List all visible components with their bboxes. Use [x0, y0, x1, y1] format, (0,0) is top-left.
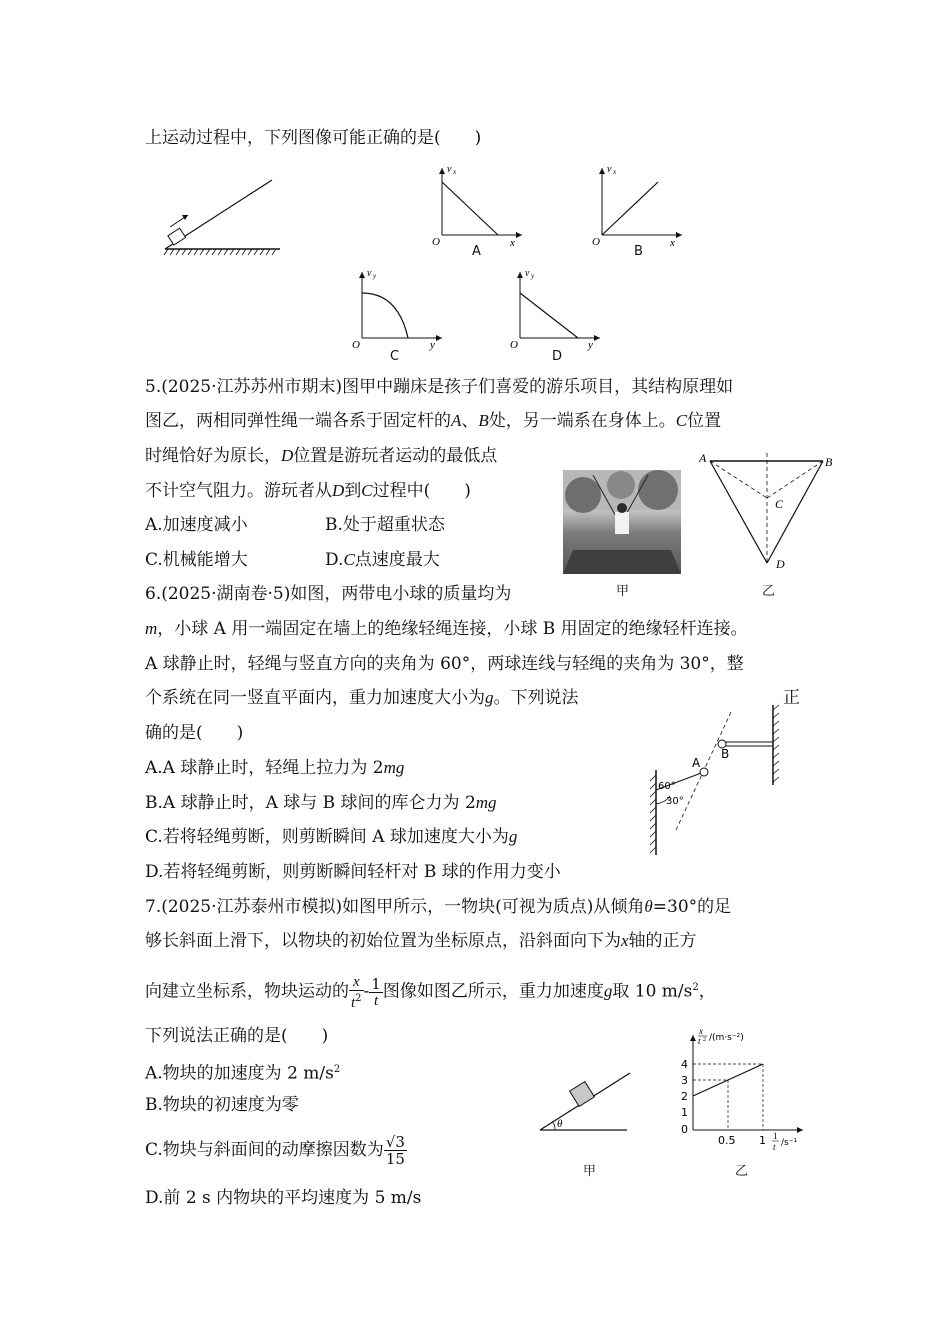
- q7-line4: 下列说法正确的是( ): [145, 1026, 329, 1046]
- svg-text:x: x: [613, 168, 617, 176]
- fraction-x-over-t2: $\frac{x}{t^2}$: [351, 973, 362, 1011]
- photo-caption-jia: 甲: [616, 584, 630, 599]
- graph-A: [430, 160, 530, 250]
- x-over-t2-graph: [675, 1025, 825, 1155]
- svg-text:/(m·s⁻²): /(m·s⁻²): [709, 1033, 744, 1043]
- q6-option-B: B.A 球静止时，A 球与 B 球间的库仑力为 2mg: [145, 793, 497, 813]
- graph-B-caption: B: [634, 244, 643, 259]
- q6-option-C: C.若将轻绳剪断，则剪断瞬间 A 球加速度大小为g: [145, 827, 518, 847]
- svg-text:x: x: [699, 1026, 703, 1036]
- q7-option-C: C.物块与斜面间的动摩擦因数为 $\frac{√3}{15}$: [145, 1133, 405, 1168]
- q6-line4: 个系统在同一竖直平面内，重力加速度大小为g。下列说法: [145, 688, 579, 708]
- incline-figure: [160, 175, 280, 257]
- svg-text:B: B: [825, 455, 833, 469]
- svg-text:v: v: [607, 164, 612, 175]
- q6-line1: 6.(2025·湖南卷·5)如图，两带电小球的质量均为: [145, 584, 512, 604]
- svg-text:A: A: [699, 451, 707, 465]
- q5-line1: 5.(2025·江苏苏州市期末)图甲中蹦床是孩子们喜爱的游乐项目，其结构原理如: [145, 377, 734, 397]
- svg-text:y: y: [588, 339, 593, 351]
- q7-option-D: D.前 2 s 内物块的平均速度为 5 m/s: [145, 1188, 422, 1208]
- question-4-tail: 上运动过程中，下列图像可能正确的是( ): [145, 128, 482, 148]
- svg-text:1: 1: [681, 1106, 688, 1119]
- svg-text:/s⁻¹: /s⁻¹: [781, 1138, 798, 1148]
- svg-text:4: 4: [681, 1058, 688, 1071]
- q7-caption-yi: 乙: [735, 1164, 749, 1179]
- svg-text:2: 2: [703, 1037, 706, 1043]
- diagram-caption-yi: 乙: [762, 584, 776, 599]
- q6-line5: 确的是( ): [145, 723, 244, 743]
- q6-line2: m，小球 A 用一端固定在墙上的绝缘轻绳连接，小球 B 用固定的绝缘轻杆连接。: [145, 619, 748, 639]
- svg-text:0.5: 0.5: [718, 1134, 736, 1147]
- svg-text:60°: 60°: [658, 781, 676, 792]
- q7-option-B: B.物块的初速度为零: [145, 1095, 299, 1115]
- block-on-incline-figure: [535, 1065, 635, 1135]
- svg-text:y: y: [430, 339, 435, 351]
- graph-C: [350, 268, 450, 358]
- svg-text:2: 2: [681, 1090, 688, 1103]
- q7-line1: 7.(2025·江苏泰州市模拟)如图甲所示，一物块(可视为质点)从倾角θ=30°的足: [145, 897, 732, 917]
- svg-text:C: C: [775, 497, 784, 511]
- svg-text:t: t: [698, 1036, 701, 1046]
- q5-line4: 不计空气阻力。游玩者从D到C过程中( ): [145, 481, 471, 501]
- svg-text:x: x: [453, 168, 457, 176]
- svg-text:O: O: [352, 339, 360, 351]
- svg-text:D: D: [776, 557, 785, 571]
- q6-line3: A 球静止时，轻绳与竖直方向的夹角为 60°，两球连线与轻绳的夹角为 30°，整: [145, 654, 744, 674]
- fraction-sqrt3-over-15: $\frac{√3}{15}$: [385, 1133, 405, 1168]
- svg-text:1: 1: [773, 1131, 778, 1141]
- q5-line3: 时绳恰好为原长，D位置是游玩者运动的最低点: [145, 446, 498, 466]
- svg-text:y: y: [373, 272, 377, 280]
- graph-A-caption: A: [472, 244, 481, 259]
- svg-text:x: x: [510, 237, 515, 249]
- q5-option-A: A.加速度减小: [145, 515, 248, 535]
- q5-option-C: C.机械能增大: [145, 550, 248, 570]
- svg-text:t: t: [773, 1142, 776, 1152]
- svg-text:A: A: [692, 756, 701, 770]
- svg-text:0: 0: [681, 1123, 688, 1136]
- svg-text:θ: θ: [557, 1118, 563, 1130]
- svg-text:v: v: [525, 268, 530, 279]
- svg-text:30°: 30°: [666, 796, 684, 807]
- graph-D: [508, 268, 608, 358]
- svg-text:3: 3: [681, 1074, 688, 1087]
- q7-option-A: A.物块的加速度为 2 $m/s^2$: [145, 1063, 341, 1084]
- trampoline-photo: [563, 470, 681, 574]
- q7-line2: 够长斜面上滑下，以物块的初始位置为坐标原点，沿斜面向下为x轴的正方: [145, 931, 697, 951]
- q5-option-B: B.处于超重状态: [325, 515, 445, 535]
- svg-text:O: O: [592, 236, 600, 248]
- q5-option-D: D.C点速度最大: [325, 550, 440, 570]
- rope-diagram: [695, 448, 845, 588]
- charged-balls-diagram: [648, 700, 788, 860]
- svg-text:O: O: [510, 339, 518, 351]
- svg-text:B: B: [721, 747, 730, 761]
- q6-option-A: A.A 球静止时，轻绳上拉力为 2mg: [145, 758, 405, 778]
- graph-A-ylabel: v: [447, 164, 452, 175]
- graph-B: [590, 160, 690, 250]
- fraction-1-over-t: $\frac{1}{t}$: [371, 974, 381, 1009]
- svg-text:y: y: [531, 272, 535, 280]
- q6-line4-tail: 正: [783, 688, 800, 708]
- q5-line2: 图乙，两相同弹性绳一端各系于固定杆的A、B处，另一端系在身体上。C位置: [145, 411, 722, 431]
- graph-D-caption: D: [552, 349, 563, 364]
- svg-text:O: O: [432, 236, 440, 248]
- graph-C-caption: C: [390, 349, 400, 364]
- svg-text:x: x: [670, 237, 675, 249]
- q7-caption-jia: 甲: [583, 1164, 597, 1179]
- svg-text:v: v: [367, 268, 372, 279]
- svg-text:1: 1: [759, 1134, 766, 1147]
- q7-line3: 向建立坐标系，物块运动的 $\frac{x}{t^2}$ - $\frac{1}{t}$ 图像如图乙所示，重力加速度g取 10 $m/s^2$，: [145, 973, 716, 1011]
- q6-option-D: D.若将轻绳剪断，则剪断瞬间轻杆对 B 球的作用力变小: [145, 862, 561, 882]
